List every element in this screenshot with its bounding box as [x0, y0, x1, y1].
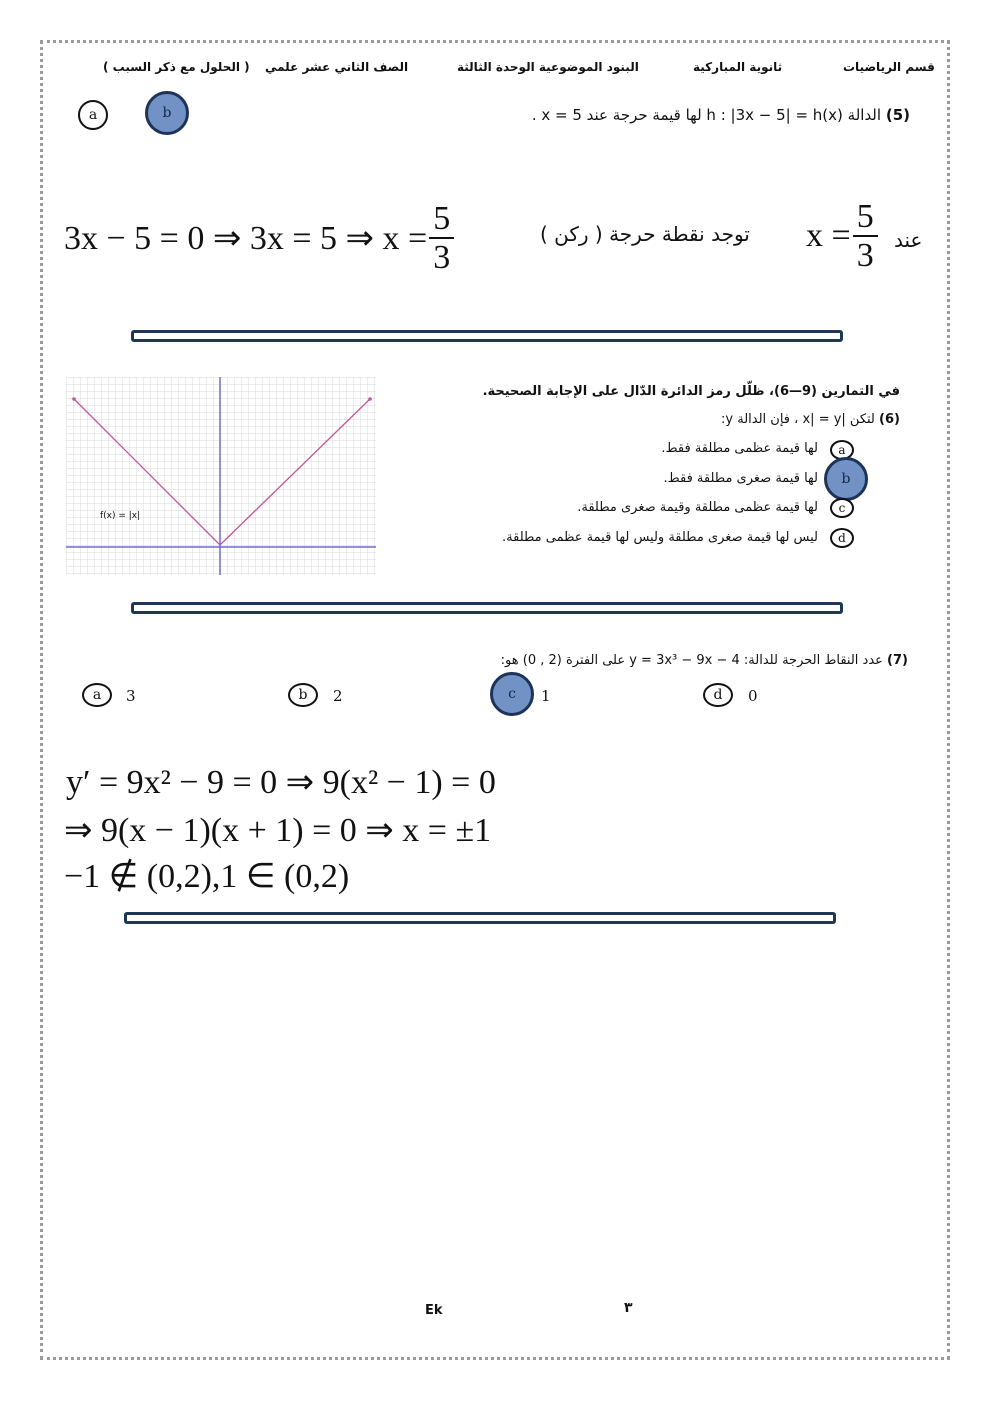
q5-option-b-selected[interactable]: b: [145, 91, 189, 135]
q7-option-b[interactable]: b: [288, 683, 318, 707]
fraction-denominator: 3: [856, 237, 874, 274]
q7-question: [340, 653, 908, 668]
q7-number: (7): [887, 653, 908, 668]
q6-text: لتكن |x| = y ، فإن الدالة y:: [721, 412, 875, 427]
q5-question: [460, 106, 910, 124]
divider-3: [124, 912, 836, 924]
q7-option-c-selected[interactable]: c: [490, 672, 534, 716]
q7-choice-a-value: 3: [126, 687, 136, 705]
q5-explain-fraction: [853, 198, 878, 275]
q5-explain-text: توجد نقطة حرجة ( ركن ): [540, 222, 750, 246]
header-school: ثانوية المباركية: [693, 60, 783, 74]
q5-option-a[interactable]: a: [78, 100, 108, 130]
header-department: قسم الرياضيات: [843, 60, 935, 74]
q5-explain-at: عند: [894, 228, 923, 252]
fraction-numerator: 5: [853, 198, 878, 237]
q7-choice-b-value: 2: [333, 687, 343, 705]
footer-author: Ek: [425, 1303, 443, 1318]
graph-grid: [66, 377, 376, 575]
fraction-numerator: 5: [429, 200, 454, 239]
q6-number: (6): [879, 412, 900, 427]
q7-text: عدد النقاط الحرجة للدالة: y = 3x³ − 9x − 4 على الفترة (2 , 0) هو:: [500, 653, 883, 668]
q6-option-c[interactable]: c: [830, 498, 854, 518]
q5-text: الدالة h : |3x − 5| = h(x) لها قيمة حرجة عند x = 5 .: [531, 106, 882, 124]
graph-endpoint-left: [72, 397, 76, 401]
q7-choice-c-value: 1: [541, 687, 551, 705]
q6-option-b-selected[interactable]: b: [824, 457, 868, 501]
q6-graph-svg: [66, 377, 376, 575]
header-unit: البنود الموضوعية الوحدة الثالثة: [457, 60, 639, 74]
q5-explain-x: x =: [806, 217, 851, 254]
q7-solution-line-2: ⇒ 9(x − 1)(x + 1) = 0 ⇒ x = ±1: [64, 812, 492, 849]
q6-graph: [66, 377, 376, 575]
divider-1: [131, 330, 843, 342]
divider-2: [131, 602, 843, 614]
q7-solution-line-1: y′ = 9x² − 9 = 0 ⇒ 9(x² − 1) = 0: [66, 764, 496, 801]
q6-graph-label: f(x) = |x|: [100, 511, 141, 521]
header-grade: الصف الثاني عشر علمي: [265, 60, 409, 74]
q5-solution-fraction: [429, 200, 454, 277]
q6-choice-a-text: لها قيمة عظمى مطلقة فقط.: [661, 441, 818, 456]
graph-endpoint-right: [368, 397, 372, 401]
q6-option-a[interactable]: a: [830, 440, 854, 460]
q7-option-d[interactable]: d: [703, 683, 733, 707]
q6-choice-b-text: لها قيمة صغرى مطلقة فقط.: [663, 471, 818, 486]
q5-number: (5): [885, 106, 910, 124]
fraction-denominator: 3: [433, 239, 451, 276]
q6-choice-c-text: لها قيمة عظمى مطلقة وقيمة صغرى مطلقة.: [577, 500, 818, 515]
q6-choice-d-text: ليس لها قيمة صغرى مطلقة وليس لها قيمة عظمى مطلقة.: [502, 530, 818, 545]
footer-page-number: ٣: [624, 1300, 633, 1316]
q7-solution-line-3: −1 ∉ (0,2),1 ∈ (0,2): [64, 858, 350, 895]
q6-option-d[interactable]: d: [830, 528, 854, 548]
q5-solution: [64, 200, 456, 276]
q6-question: [410, 412, 900, 427]
q7-option-a[interactable]: a: [82, 683, 112, 707]
q5-solution-eq: 3x − 5 = 0 ⇒ 3x = 5 ⇒ x =: [64, 220, 428, 257]
q5-explain-math: [806, 196, 880, 276]
q7-choice-d-value: 0: [748, 687, 758, 705]
header-note: ( الحلول مع ذكر السبب ): [103, 60, 250, 74]
q6-intro: في التمارين (9—6)، ظلّل رمز الدائرة الدّال على الإجابة الصحيحة.: [482, 384, 900, 399]
